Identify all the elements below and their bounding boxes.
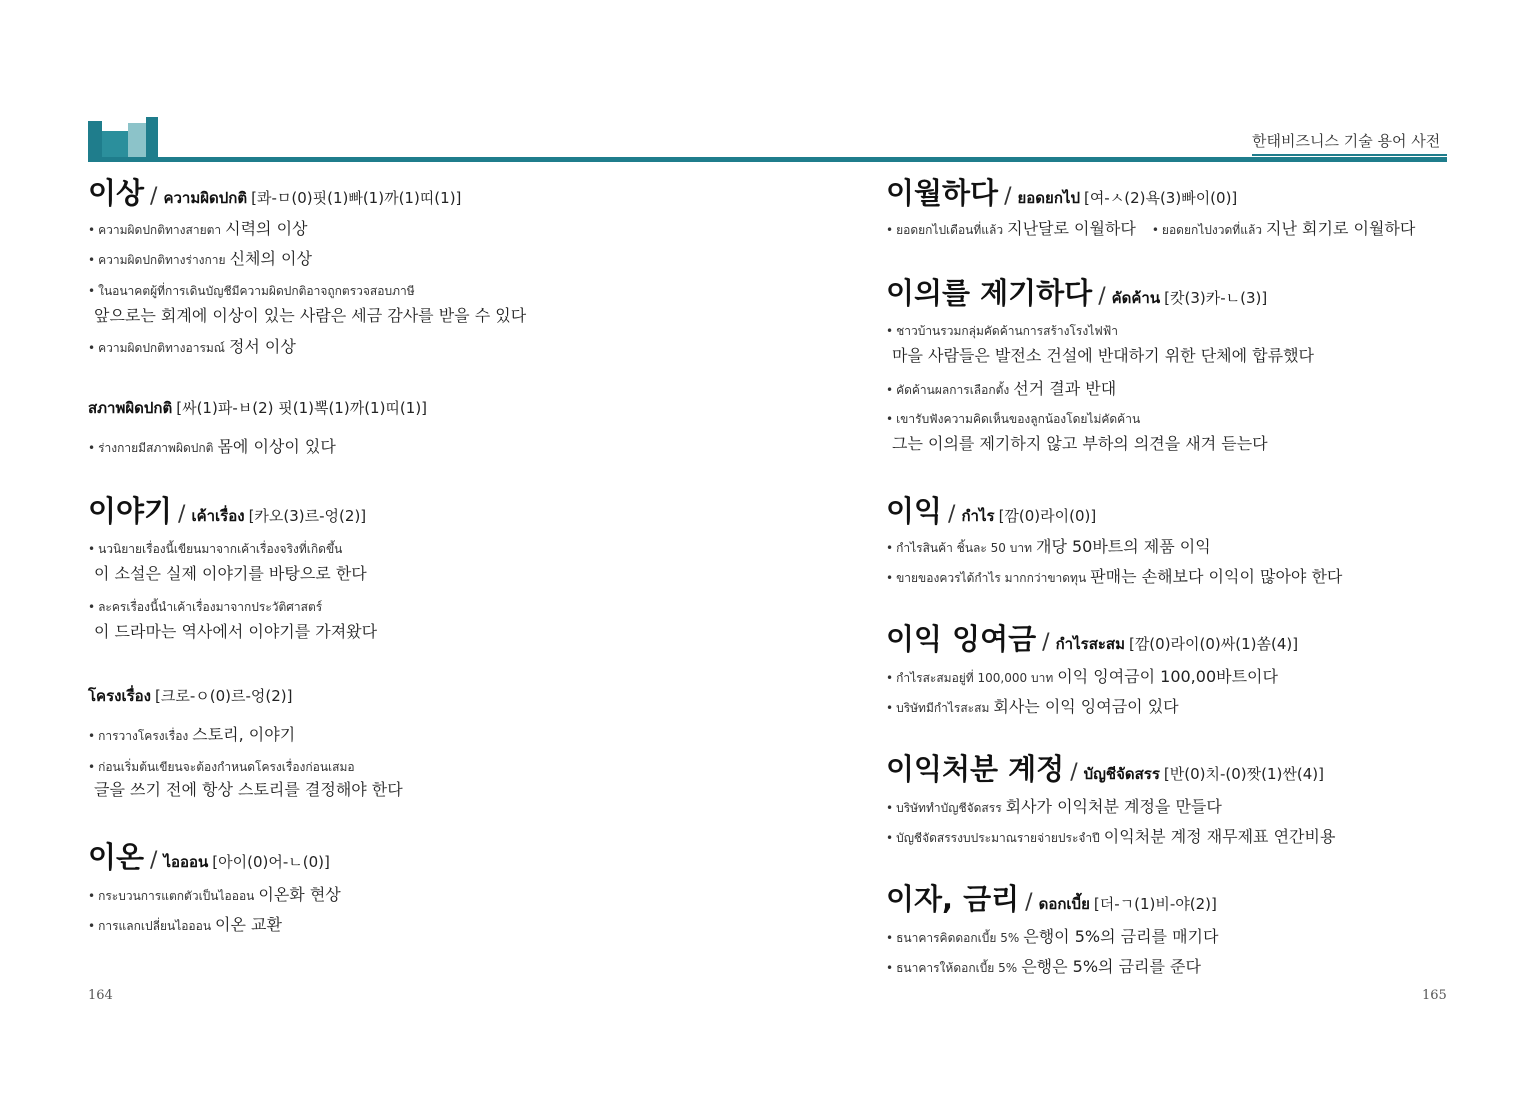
example: • ก่อนเริ่มต้นเขียนจะต้องกำหนดโครงเรื่องก่อนเสมอ	[88, 760, 355, 774]
example: • ละครเรื่องนี้นำเค้าเรื่องมาจากประวัติศาสตร์	[88, 600, 323, 614]
example: • บริษัททำบัญชีจัดสรร 회사가 이익처분 계정을 만들다	[886, 797, 1222, 816]
entry-pronunciation: [여-ㅅ(2)욕(3)빠이(0)]	[1083, 189, 1238, 207]
entry-term: 이월하다	[886, 176, 999, 210]
example: • การแลกเปลี่ยนไอออน 이온 교환	[88, 915, 282, 934]
entry-pronunciation: [반(0)치-(0)짯(1)싼(4)]	[1163, 765, 1324, 783]
entry-thai: โครงเรื่อง	[88, 687, 151, 705]
entry-pronunciation: [깜(0)라이(0)싸(1)쏨(4)]	[1128, 635, 1299, 653]
example: • บริษัทมีกำไรสะสม 회사는 이익 잉여금이 있다	[886, 697, 1179, 716]
entry-thai: กำไร	[961, 507, 995, 525]
entry-term: 이익	[886, 494, 943, 528]
entry-pronunciation: [더-ㄱ(1)비-야(2)]	[1093, 895, 1217, 913]
example: • เขารับฟังความคิดเห็นของลูกน้องโดยไม่คัดค้าน	[886, 412, 1141, 426]
entry-iuireul-jegihada: 이의를 제기하다 / คัดค้าน [캇(3)카-ㄴ(3)] • ชาวบ้านรวมกลุ่มคัดค้านการสร้างโรงไฟฟ้า 마을 사람들은 발전소 건설에 반대하기 위한 단체에 합류했다 • คัดค้านผลการเลือกตั้ง 선거 결과 반대 • เขารับฟังความคิดเห็นของลูกน้องโดยไม่คัดค้าน 그는 이의를 제기하지 않고 부하의 의견을 새겨 듣는다	[886, 276, 1315, 453]
entry-iik: 이익 / กำไร [깜(0)라이(0)] • กำไรสินค้า ชิ้นละ 50 บาท 개당 50바트의 제품 이익 • ขายของควรได้กำไร มากกว่าขาดทุน 판매는 손해보다 이익이 많아야 한다	[886, 494, 1343, 586]
example-translation: 글을 쓰기 전에 항상 스토리를 결정해야 한다	[94, 780, 403, 799]
entry-pronunciation: [콰-ㅁ(0)핏(1)빠(1)까(1)띠(1)]	[251, 189, 462, 207]
entry-pronunciation: [크로-ㅇ(0)르-엉(2)]	[155, 687, 293, 705]
entry-term: 이의를 제기하다	[886, 276, 1093, 310]
entry-pronunciation: [캇(3)카-ㄴ(3)]	[1164, 289, 1268, 307]
page-number-right: 165	[1422, 988, 1447, 1003]
example: • ความผิดปกติทางร่างกาย 신체의 이상	[88, 249, 312, 268]
example-translation: 이 드라마는 역사에서 이야기를 가져왔다	[94, 622, 378, 641]
entry-thai: ดอกเบี้ย	[1038, 895, 1090, 913]
entry-thai: เค้าเรื่อง	[191, 507, 245, 525]
example: • ธนาคารคิดดอกเบี้ย 5% 은행이 5%의 금리를 매기다	[886, 927, 1219, 946]
example: • ความผิดปกติทางอารมณ์ 정서 이상	[88, 337, 296, 356]
example: • ในอนาคตผู้ที่การเดินบัญชีมีความผิดปกติอาจถูกตรวจสอบภาษี	[88, 284, 415, 298]
entry-iyagi: 이야기 / เค้าเรื่อง [카오(3)르-엉(2)] • นวนิยายเรื่องนี้เขียนมาจากเค้าเรื่องจริงที่เกิดขึ้น 이 소설은 실제 이야기를 바탕으로 한다 • ละครเรื่องนี้นำเค้าเรื่องมาจากประวัติศาสตร์ 이 드라마는 역사에서 이야기를 가져왔다	[88, 494, 378, 641]
example-translation: 이 소설은 실제 이야기를 바탕으로 한다	[94, 564, 367, 583]
entry-sub-krongrueang	[88, 683, 403, 799]
entry-term: 이익처분 계정	[886, 752, 1065, 786]
entry-iwolhada: 이월하다 / ยอดยกไป [여-ㅅ(2)욕(3)빠이(0)] • ยอดยกไปเดือนที่แล้ว 지난달로 이월하다 • ยอดยกไปงวดที่แล้ว 지난 회기로 이월하다	[886, 176, 1416, 238]
entry-thai: บัญชีจัดสรร	[1083, 765, 1160, 783]
example: • ชาวบ้านรวมกลุ่มคัดค้านการสร้างโรงไฟฟ้า	[886, 324, 1119, 338]
entry-isang: 이상 / ความผิดปกติ [콰-ㅁ(0)핏(1)빠(1)까(1)띠(1)] • ความผิดปกติทางสายตา 시력의 이상 • ความผิดปกติทางร่างกาย 신체의 이상 • ในอนาคตผู้ที่การเดินบัญชีมีความผิดปกติอาจถูกตรวจสอบภาษี 앞으로는 회계에 이상이 있는 사람은 세금 감사를 받을 수 있다 • ความผิดปกติทางอารมณ์ 정서 이상	[88, 176, 527, 356]
entry-pronunciation: [싸(1)파-ㅂ(2) 핏(1)뽁(1)까(1)띠(1)]	[176, 399, 428, 417]
entry-thai: คัดค้าน	[1111, 289, 1161, 307]
example-translation: 그는 이의를 제기하지 않고 부하의 의견을 새겨 듣는다	[892, 434, 1268, 453]
entry-ion: 이온 / ไอออน [아이(0)어-ㄴ(0)] • กระบวนการแตกตัวเป็นไอออน 이온화 현상 • การแลกเปลี่ยนไอออน 이온 교환	[88, 840, 341, 934]
example: • นวนิยายเรื่องนี้เขียนมาจากเค้าเรื่องจริงที่เกิดขึ้น	[88, 542, 343, 556]
example: • ร่างกายมีสภาพผิดปกติ 몸에 이상이 있다	[88, 437, 336, 456]
example: • การวางโครงเรื่อง 스토리, 이야기	[88, 725, 296, 744]
entry-thai: สภาพผิดปกติ	[88, 399, 173, 417]
example: • กระบวนการแตกตัวเป็นไอออน 이온화 현상	[88, 885, 341, 904]
entry-ija-geumri: 이자, 금리 / ดอกเบี้ย [더-ㄱ(1)비-야(2)] • ธนาคารคิดดอกเบี้ย 5% 은행이 5%의 금리를 매기다 • ธนาคารให้ดอกเบี้ย 5% 은행은 5%의 금리를 준다	[886, 882, 1219, 976]
entry-thai: ความผิดปกติ	[163, 189, 248, 207]
entry-term: 이상	[88, 176, 145, 210]
example: • คัดค้านผลการเลือกตั้ง 선거 결과 반대	[886, 379, 1117, 398]
entry-pronunciation: [깜(0)라이(0)]	[998, 507, 1097, 525]
example: • ธนาคารให้ดอกเบี้ย 5% 은행은 5%의 금리를 준다	[886, 957, 1201, 976]
entry-term: 이자, 금리	[886, 882, 1020, 916]
entry-iikcheobun-gyejeong: 이익처분 계정 / บัญชีจัดสรร [반(0)치-(0)짯(1)싼(4)] • บริษัททำบัญชีจัดสรร 회사가 이익처분 계정을 만들다 • บัญชีจัดสรรงบประมาณรายจ่ายประจำปี 이익처분 계정 재무제표 연간비용	[886, 752, 1336, 846]
example-translation: 마을 사람들은 발전소 건설에 반대하기 위한 단체에 합류했다	[892, 346, 1315, 365]
book-title-underline	[1252, 154, 1447, 156]
header-logo-bars	[88, 117, 160, 161]
entry-thai: ไอออน	[163, 853, 209, 871]
entry-term: 이온	[88, 840, 145, 874]
example: • บัญชีจัดสรรงบประมาณรายจ่ายประจำปี 이익처분 계정 재무제표 연간비용	[886, 827, 1336, 846]
entry-thai: ยอดยกไป	[1017, 189, 1080, 207]
page-number-left: 164	[88, 988, 113, 1003]
entry-iik-ingyeogeum: 이익 잉여금 / กำไรสะสม [깜(0)라이(0)싸(1)쏨(4)] • กำไรสะสมอยู่ที่ 100,000 บาท 이익 잉여금이 100,00바트이다 • บริษัทมีกำไรสะสม 회사는 이익 잉여금이 있다	[886, 622, 1299, 716]
entry-thai: กำไรสะสม	[1055, 635, 1125, 653]
example: • กำไรสะสมอยู่ที่ 100,000 บาท 이익 잉여금이 100,00바트이다	[886, 667, 1278, 686]
entry-term: 이익 잉여금	[886, 622, 1037, 656]
example: • ความผิดปกติทางสายตา 시력의 이상	[88, 219, 308, 238]
entry-sub-sapap	[88, 395, 428, 456]
header-rule	[88, 157, 1447, 162]
entry-pronunciation: [카오(3)르-엉(2)]	[248, 507, 367, 525]
example-translation: 앞으로는 회계에 이상이 있는 사람은 세금 감사를 받을 수 있다	[94, 306, 527, 325]
example: • กำไรสินค้า ชิ้นละ 50 บาท 개당 50바트의 제품 이익	[886, 537, 1211, 556]
entry-term: 이야기	[88, 494, 173, 528]
entry-pronunciation: [아이(0)어-ㄴ(0)]	[212, 853, 330, 871]
example: • ยอดยกไปเดือนที่แล้ว 지난달로 이월하다 • ยอดยกไปงวดที่แล้ว 지난 회기로 이월하다	[886, 219, 1416, 238]
example: • ขายของควรได้กำไร มากกว่าขาดทุน 판매는 손해보다 이익이 많아야 한다	[886, 567, 1343, 586]
book-title: 한태비즈니스 기술 용어 사전	[1252, 132, 1441, 150]
